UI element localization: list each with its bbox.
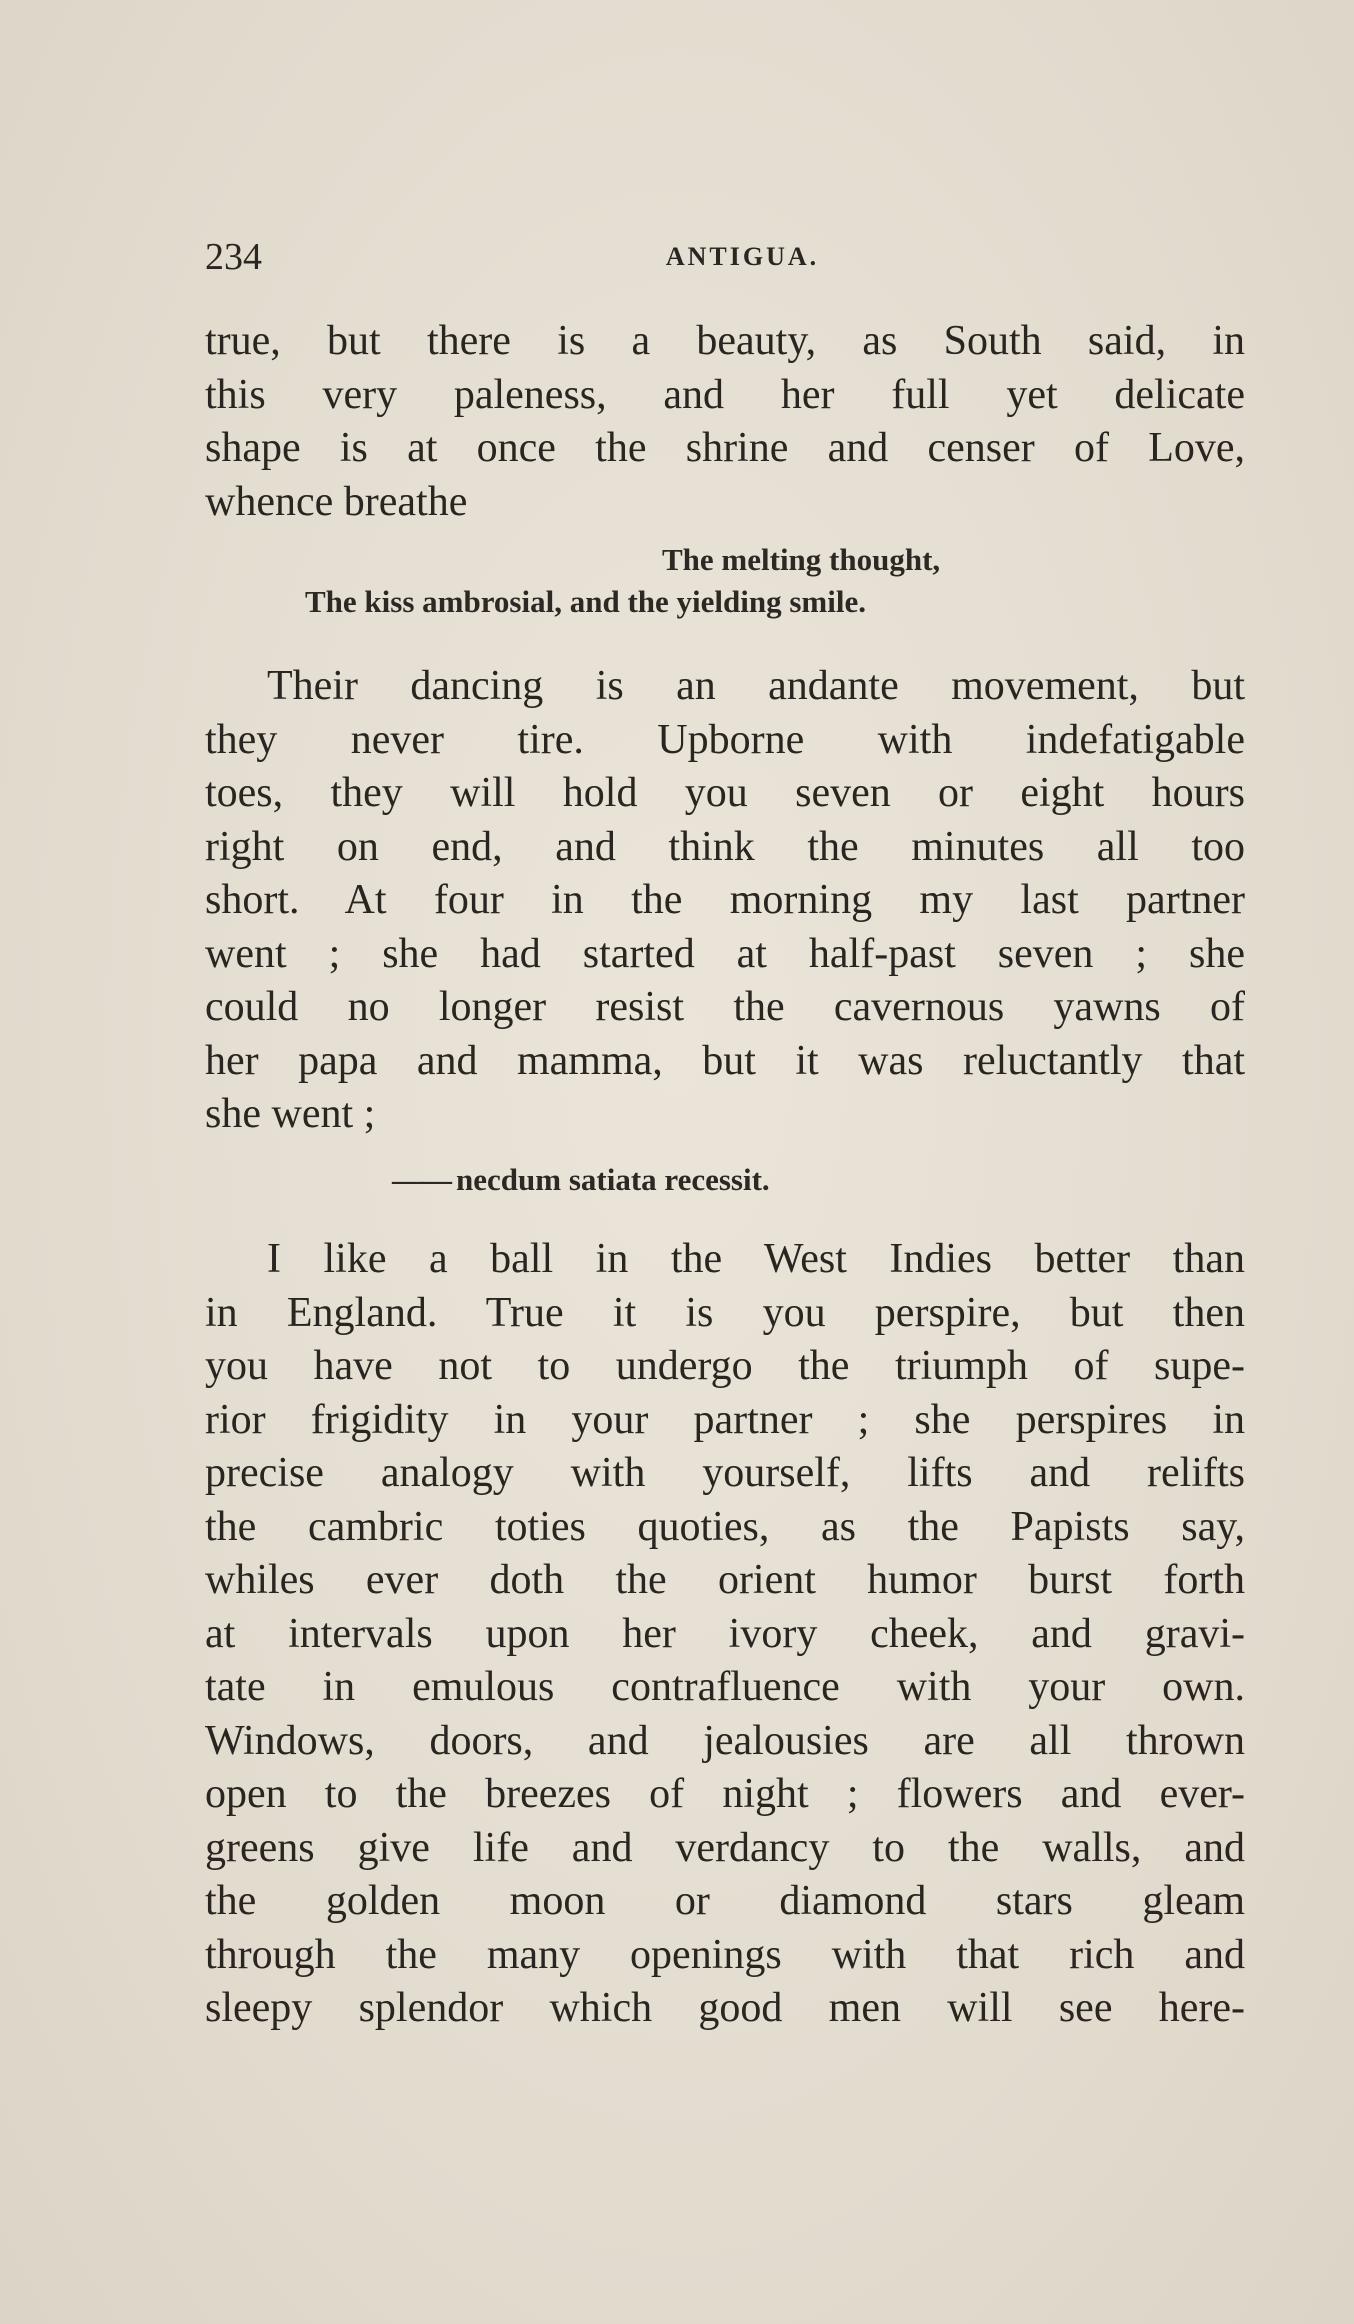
text-line: rior frigidity in your partner ; she perspires in xyxy=(205,1396,1245,1443)
text-line: tate in emulous contrafluence with your own. xyxy=(205,1664,1245,1710)
text-line: open to the breezes of night ; flowers and ever- xyxy=(205,1771,1245,1817)
page-number: 234 xyxy=(205,236,262,278)
text-line: this very paleness, and her full yet delicate xyxy=(205,371,1245,418)
text-line: they never tire. Upborne with indefatigable xyxy=(205,716,1245,763)
text-line: went ; she had started at half-past seven ; she xyxy=(205,930,1245,977)
text-line: you have not to undergo the triumph of supe- xyxy=(205,1343,1245,1389)
text-line: I like a ball in the West Indies better than xyxy=(267,1236,1245,1282)
text-line: true, but there is a beauty, as South said, in xyxy=(205,318,1245,364)
text-line: through the many openings with that rich and xyxy=(205,1931,1245,1978)
em-dash: —— xyxy=(392,1162,450,1197)
text-line: toes, they will hold you seven or eight hours xyxy=(205,770,1245,816)
paragraph-1 xyxy=(205,315,1245,529)
text-line: the golden moon or diamond stars gleam xyxy=(205,1878,1245,1924)
text-line: shape is at once the shrine and censer of Love, xyxy=(205,425,1245,471)
text-line: whence breathe xyxy=(205,478,468,525)
verse-line: The kiss ambrosial, and the yielding smile. xyxy=(305,584,866,619)
text-line: whiles ever doth the orient humor burst forth xyxy=(205,1557,1245,1603)
text-line: Their dancing is an andante movement, but xyxy=(267,663,1245,709)
text-line: her papa and mamma, but it was reluctantly that xyxy=(205,1037,1245,1084)
text-line: sleepy splendor which good men will see here- xyxy=(205,1985,1245,2031)
quotation-text: necdum satiata recessit. xyxy=(456,1162,770,1197)
paragraph-3 xyxy=(205,1233,1245,2036)
text-line: short. At four in the morning my last partner xyxy=(205,877,1245,923)
text-line: the cambric toties quoties, as the Papists say, xyxy=(205,1503,1245,1550)
text-line: right on end, and think the minutes all too xyxy=(205,823,1245,870)
text-line: greens give life and verdancy to the walls, and xyxy=(205,1824,1245,1871)
text-line: at intervals upon her ivory cheek, and gravi- xyxy=(205,1610,1245,1657)
text-line: she went ; xyxy=(205,1091,376,1137)
running-head xyxy=(205,232,1245,282)
text-line: could no longer resist the cavernous yawns of xyxy=(205,984,1245,1030)
text-line: in England. True it is you perspire, but then xyxy=(205,1289,1245,1336)
verse-line: The melting thought, xyxy=(662,542,941,577)
text-line: Windows, doors, and jealousies are all thrown xyxy=(205,1717,1245,1764)
text-line: precise analogy with yourself, lifts and relifts xyxy=(205,1450,1245,1496)
paragraph-2 xyxy=(205,660,1245,1142)
latin-quotation xyxy=(392,1160,770,1200)
running-title: ANTIGUA. xyxy=(665,242,820,271)
